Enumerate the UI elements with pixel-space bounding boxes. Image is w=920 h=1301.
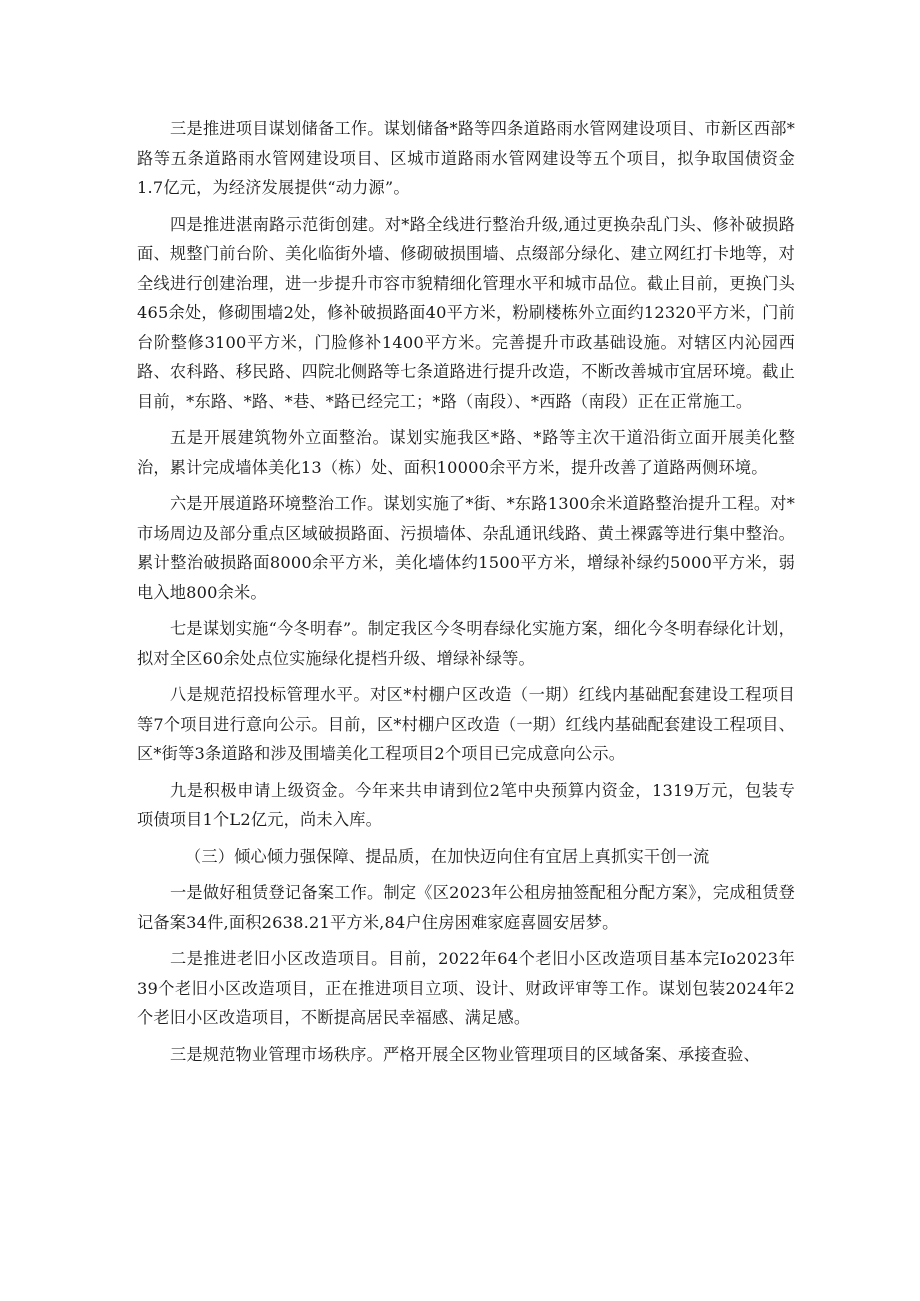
section-heading: （三）倾心倾力强保障、提品质，在加快迈向住有宜居上真抓实干创一流 [185, 846, 710, 866]
paragraph-old-community-renovation: 二是推进老旧小区改造项目。目前，2022年64个老旧小区改造项目基本完Io2023年39个老旧小区改造项目，正在推进项目立项、设计、财政评审等工作。谋划包装2024年2个老旧小区改造项目，不断提高居民幸福感、满足感。 [137, 949, 795, 1027]
paragraph-facade-renovation: 五是开展建筑物外立面整治。谋划实施我区*路、*路等主次干道沿街立面开展美化整治，累计完成墙体美化13（栋）处、面积10000余平方米，提升改善了道路两侧环境。 [137, 428, 795, 477]
paragraph-demo-street: 四是推进湛南路示范街创建。对*路全线进行整治升级,通过更换杂乱门头、修补破损路面、规整门前台阶、美化临街外墙、修砌破损围墙、点缀部分绿化、建立网红打卡地等，对全线进行创建治理，进一步提升市容市貌精细化管理水平和城市品位。截止目前，更换门头465余处，修砌围墙2处，修补破损路面40平方米，粉刷楼栋外立面约12320平方米，门前台阶整修3100平方米，门脸修补1400平方米。完善提升市政基础设施。对辖区内沁园西路、农科路、移民路、四院北侧路等七条道路进行提升改造，不断改善城市宜居环境。截止目前，*东路、*路、*巷、*路已经完工；*路（南段）、*西路（南段）正在正常施工。 [137, 214, 795, 411]
paragraph-bidding-management: 八是规范招投标管理水平。对区*村棚户区改造（一期）红线内基础配套建设工程项目等7个项目进行意向公示。目前，区*村棚户区改造（一期）红线内基础配套建设工程项目、区*街等3条道路和涉及围墙美化工程项目2个项目已完成意向公示。 [137, 685, 795, 763]
paragraph-property-management: 三是规范物业管理市场秩序。严格开展全区物业管理项目的区域备案、承接查验、 [170, 1044, 760, 1064]
document-body [137, 114, 795, 1076]
paragraph-road-environment: 六是开展道路环境整治工作。谋划实施了*街、*东路1300余米道路整治提升工程。对*市场周边及部分重点区域破损路面、污损墙体、杂乱通讯线路、黄土裸露等进行集中整治。累计整治破损路面8000余平方米，美化墙体约1500平方米，增绿补绿约5000平方米，弱电入地800余米。 [137, 494, 795, 602]
paragraph-rental-registration: 一是做好租赁登记备案工作。制定《区2023年公租房抽签配租分配方案》，完成租赁登记备案34件,面积2638.21平方米,84户住房困难家庭喜圆安居梦。 [137, 883, 795, 932]
paragraph-winter-spring-greening: 七是谋划实施“今冬明春”。制定我区今冬明春绿化实施方案，细化今冬明春绿化计划，拟对全区60余处点位实施绿化提档升级、增绿补绿等。 [137, 619, 795, 668]
paragraph-funding-application: 九是积极申请上级资金。今年来共申请到位2笔中央预算内资金，1319万元，包装专项债项目1个L2亿元，尚未入库。 [137, 780, 795, 829]
paragraph-project-planning: 三是推进项目谋划储备工作。谋划储备*路等四条道路雨水管网建设项目、市新区西部*路等五条道路雨水管网建设项目、区城市道路雨水管网建设等五个项目，拟争取国债资金1.7亿元，为经济发展提供“动力源”。 [137, 119, 795, 197]
